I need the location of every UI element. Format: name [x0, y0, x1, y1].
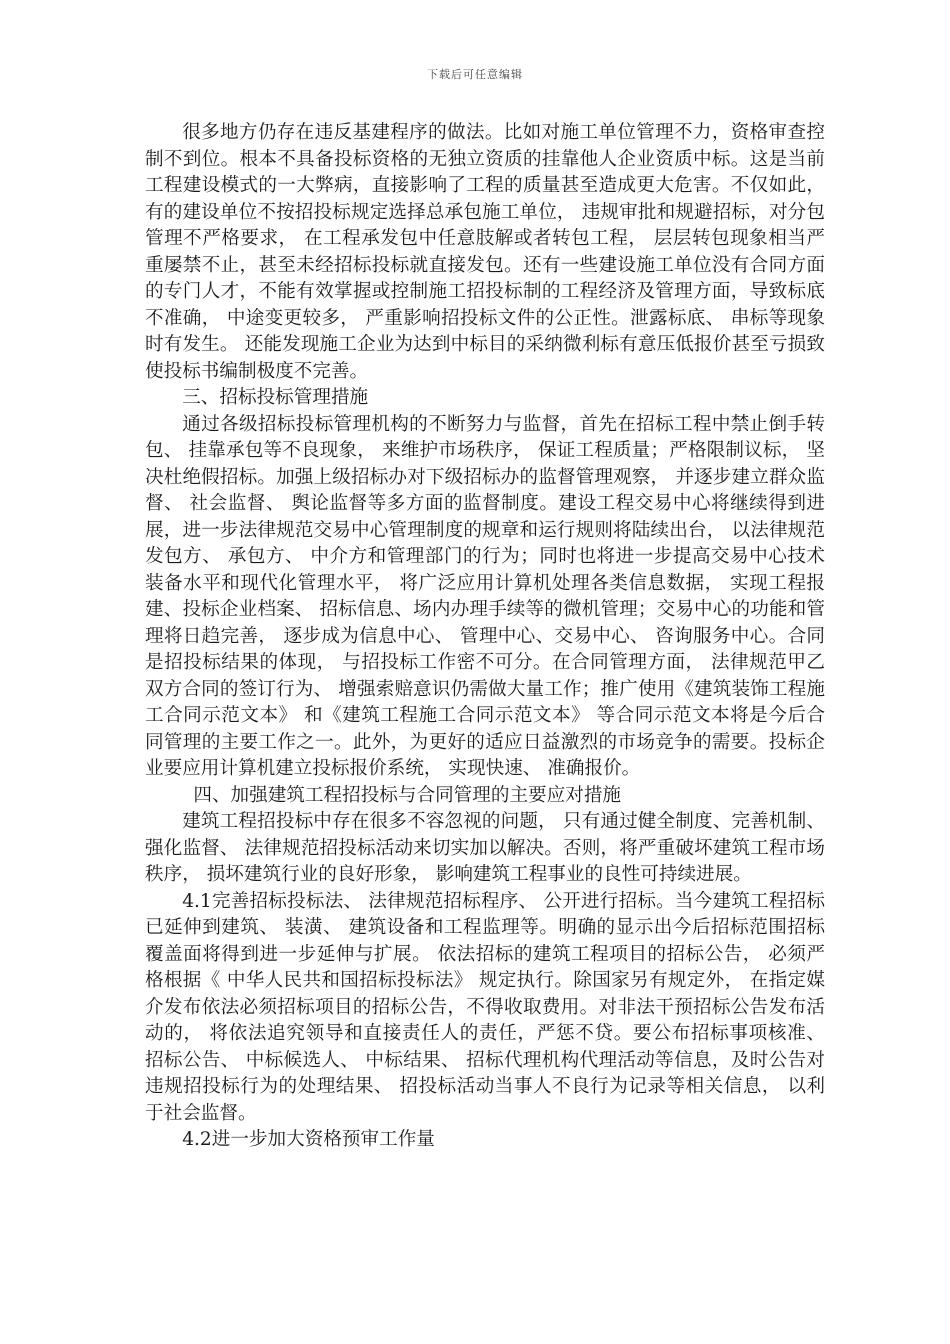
- section-heading-3: 三、招标投标管理措施: [182, 387, 369, 408]
- paragraph-violations: 很多地方仍存在违反基建程序的做法。比如对施工单位管理不力，资格审查控制不到位。根本不具备投标资格的无独立资质的挂靠他人企业资质中标。这是当前工程建设模式的一大弊病，直接影响了工程的质量甚至造成更大危害。不仅如此， 有的建设单位不按招投标规定选择总承包施工单位， 违规审批和规避招标，对分包管理不严格要求， 在工程承发包中任意肢解或者转包工程， 层层转包现象相当严重屡禁不止，甚至未经招标投标就直接发包。还有一些建设施工单位没有合同方面的专门人才，不能有效掌握或控制施工招投标制的工程经济及管理方面，导致标底不准确， 中途变更较多， 严重影响招投标文件的公正性。泄露标底、 串标等现象时有发生。 还能发现施工企业为达到中标目的采纳微利标有意压低报价甚至亏损致使投标书编制极度不完善。: [145, 122, 825, 382]
- section-heading-4: 四、加强建筑工程招投标与合同管理的主要应对措施: [193, 784, 622, 806]
- paragraph-countermeasures-intro: 建筑工程招投标中存在很多不容忽视的问题， 只有通过健全制度、完善机制、 强化监督、 法律规范招投标活动来切实加以解决。否则，将严重破坏建筑工程市场秩序， 损坏建筑行业的良好形象， 影响建筑工程事业的良性可持续进展。: [145, 811, 825, 885]
- subsection-heading-4-2: 4.2进一步加大资格预审工作量: [182, 1129, 435, 1150]
- document-body: [145, 120, 825, 1154]
- paragraph-4-1: 4.1完善招标投标法、 法律规范招标程序、 公开进行招标。当今建筑工程招标已延伸到建筑、 装潢、 建筑设备和工程监理等。明确的显示出今后招标范围招标覆盖面将得到进一步延伸与扩展。 依法招标的建筑工程项目的招标公告， 必须严格根据《 中华人民共和国招标投标法》 规定执行。除国家另有规定外， 在指定媒介发布依法必须招标项目的招标公告，不得收取费用。对非法干预招标公告发布活动的， 将依法追究领导和直接责任人的责任，严惩不贷。要公布招标事项核准、 招标公告、 中标候选人、 中标结果、 招标代理机构代理活动等信息，及时公告对违规招投标行为的处理结果、 招投标活动当事人不良行为记录等相关信息， 以利于社会监督。: [145, 890, 825, 1124]
- paragraph-management-measures: 通过各级招标投标管理机构的不断努力与监督，首先在招标工程中禁止倒手转包、 挂靠承包等不良现象， 来维护市场秩序， 保证工程质量；严格限制议标， 坚决杜绝假招标。加强上级招标办对下级招标办的监督管理观察， 并逐步建立群众监督、 社会监督、 舆论监督等多方面的监督制度。建设工程交易中心将继续得到进展，进一步法律规范交易中心管理制度的规章和运行规则将陆续出台， 以法律规范发包方、 承包方、 中介方和管理部门的行为；同时也将进一步提高交易中心技术装备水平和现代化管理水平， 将广泛应用计算机处理各类信息数据， 实现工程报建、投标企业档案、 招标信息、场内办理手续等的微机管理；交易中心的功能和管理将日趋完善， 逐步成为信息中心、 管理中心、交易中心、 咨询服务中心。合同是招投标结果的体现， 与招投标工作密不可分。在合同管理方面， 法律规范甲乙双方合同的签订行为、 增强索赔意识仍需做大量工作；推广使用《建筑装饰工程施工合同示范文本》 和《建筑工程施工合同示范文本》 等合同示范文本将是今后合同管理的主要工作之一。此外，为更好的适应日益激烈的市场竞争的需要。投标企业要应用计算机建立投标报价系统， 实现快速、 准确报价。: [145, 413, 825, 779]
- page-header-note: 下载后可任意编辑: [427, 68, 523, 81]
